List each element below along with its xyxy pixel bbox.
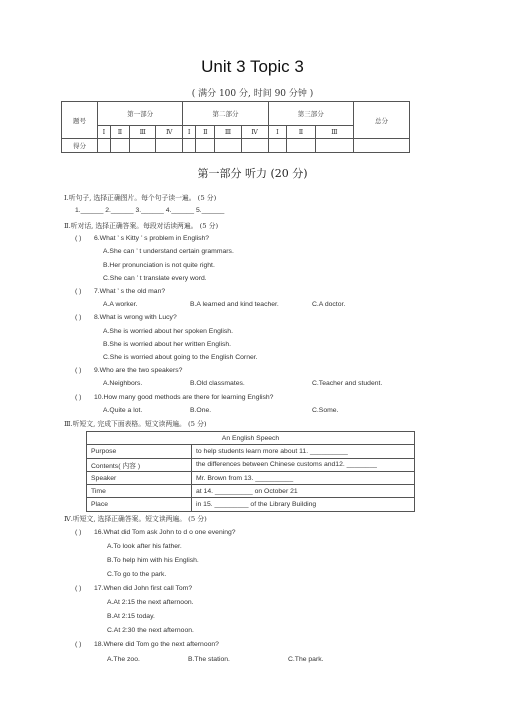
score-cell[interactable] [315, 139, 353, 153]
question-stem: 10.How many good methods are there for learning English? [94, 394, 274, 401]
table-row [87, 498, 415, 511]
option: C.She is worried about going to the English Corner. [103, 354, 258, 361]
option: C.To go to the park. [107, 571, 167, 578]
option: A.Neighbors. [103, 380, 143, 387]
question-stem: 17.When did John first call Tom? [94, 585, 193, 592]
row-value[interactable]: to help students learn more about 11. __________ [192, 445, 415, 458]
score-cell[interactable] [215, 139, 241, 153]
part-3-instruction: Ⅲ.听短文, 完成下面表格。短文读两遍。 (5 分) [64, 420, 207, 428]
option: B.At 2:15 today. [107, 613, 155, 620]
option: A.At 2:15 the next afternoon. [107, 599, 194, 606]
score-cell[interactable] [110, 139, 129, 153]
option: B.Her pronunciation is not quite right. [103, 262, 215, 269]
answer-paren[interactable]: ( ) [75, 235, 82, 242]
speech-table [86, 431, 415, 512]
score-cell[interactable] [196, 139, 215, 153]
option: A.The zoo. [107, 656, 140, 663]
row-value[interactable]: in 15. _________ of the Library Building [192, 498, 415, 511]
part-3-header: 第三部分 [268, 102, 353, 126]
row-value[interactable]: Mr. Brown from 13. __________ [192, 471, 415, 484]
part-2-header: 第二部分 [183, 102, 268, 126]
answer-paren[interactable]: ( ) [75, 288, 82, 295]
score-cell[interactable] [354, 139, 410, 153]
question-stem: 18.Where did Tom go the next afternoon? [94, 641, 219, 648]
row-label: 题号 [62, 102, 98, 139]
question-stem: 8.What is wrong with Lucy? [94, 314, 177, 321]
option: C.She can ’ t translate every word. [103, 275, 207, 282]
col-header: Ⅰ [268, 126, 287, 139]
answer-blanks[interactable]: 1.______ 2.______ 3.______ 4.______ 5.______ [75, 207, 225, 214]
option: B.The station. [188, 656, 230, 663]
table-row [87, 485, 415, 498]
score-label: 得分 [62, 139, 98, 153]
option: B.One. [190, 407, 212, 414]
table-row [87, 471, 415, 484]
option: A.She can ’ t understand certain grammars. [103, 248, 234, 255]
row-label: Speaker [87, 471, 192, 484]
table-title: An English Speech [87, 432, 415, 445]
option: C.At 2:30 the next afternoon. [107, 627, 194, 634]
section-title: 第一部分 听力 (20 分) [197, 167, 308, 180]
question-stem: 7.What ’ s the old man? [94, 288, 166, 295]
score-cell[interactable] [156, 139, 183, 153]
row-label: Time [87, 485, 192, 498]
col-header: Ⅲ [315, 126, 353, 139]
total-header: 总分 [354, 102, 410, 139]
col-header: Ⅳ [241, 126, 268, 139]
option: B.A learned and kind teacher. [190, 301, 279, 308]
option: B.Old classmates. [190, 380, 245, 387]
answer-paren[interactable]: ( ) [75, 367, 82, 374]
part-1-header: 第一部分 [98, 102, 183, 126]
col-header: Ⅱ [287, 126, 315, 139]
row-label: Purpose [87, 445, 192, 458]
page-title: Unit 3 Topic 3 [201, 57, 304, 76]
col-header: Ⅰ [98, 126, 111, 139]
score-cell[interactable] [98, 139, 111, 153]
col-header: Ⅱ [110, 126, 129, 139]
answer-paren[interactable]: ( ) [75, 585, 82, 592]
col-header: Ⅰ [183, 126, 196, 139]
option: A.To look after his father. [107, 543, 182, 550]
page-subtitle: ( 满分 100 分, 时间 90 分钟 ) [191, 89, 314, 99]
answer-paren[interactable]: ( ) [75, 529, 82, 536]
option: B.She is worried about her written English. [103, 341, 232, 348]
table-row [87, 458, 415, 471]
part-1-instruction: Ⅰ.听句子, 选择正确图片。每个句子读一遍。 (5 分) [64, 194, 217, 202]
question-stem: 9.Who are the two speakers? [94, 367, 183, 374]
row-value[interactable]: at 14. __________ on October 21 [192, 485, 415, 498]
row-label: Place [87, 498, 192, 511]
score-cell[interactable] [268, 139, 287, 153]
option: C.A doctor. [312, 301, 346, 308]
option: A.Quite a lot. [103, 407, 143, 414]
option: C.Teacher and student. [312, 380, 383, 387]
option: A.She is worried about her spoken English. [103, 328, 233, 335]
part-4-instruction: Ⅳ.听短文, 选择正确答案。短文读两遍。 (5 分) [64, 515, 207, 523]
option: B.To help him with his English. [107, 557, 199, 564]
row-label: Contents( 内容 ) [87, 458, 192, 471]
answer-paren[interactable]: ( ) [75, 314, 82, 321]
answer-paren[interactable]: ( ) [75, 394, 82, 401]
part-2-instruction: Ⅱ.听对话, 选择正确答案。每段对话读两遍。 (5 分) [64, 222, 219, 230]
option: C.The park. [288, 656, 324, 663]
table-row [87, 445, 415, 458]
score-cell[interactable] [130, 139, 156, 153]
option: A.A worker. [103, 301, 138, 308]
score-cell[interactable] [287, 139, 315, 153]
score-cell[interactable] [241, 139, 268, 153]
option: C.Some. [312, 407, 339, 414]
col-header: Ⅳ [156, 126, 183, 139]
col-header: Ⅲ [215, 126, 241, 139]
col-header: Ⅲ [130, 126, 156, 139]
question-stem: 16.What did Tom ask John to d o one evening? [94, 529, 236, 536]
score-table [61, 101, 410, 153]
row-value[interactable]: the differences between Chinese customs and12. ________ [192, 458, 415, 471]
col-header: Ⅱ [196, 126, 215, 139]
question-stem: 6.What ’ s Kitty ’ s problem in English? [94, 235, 210, 242]
score-cell[interactable] [183, 139, 196, 153]
answer-paren[interactable]: ( ) [75, 641, 82, 648]
